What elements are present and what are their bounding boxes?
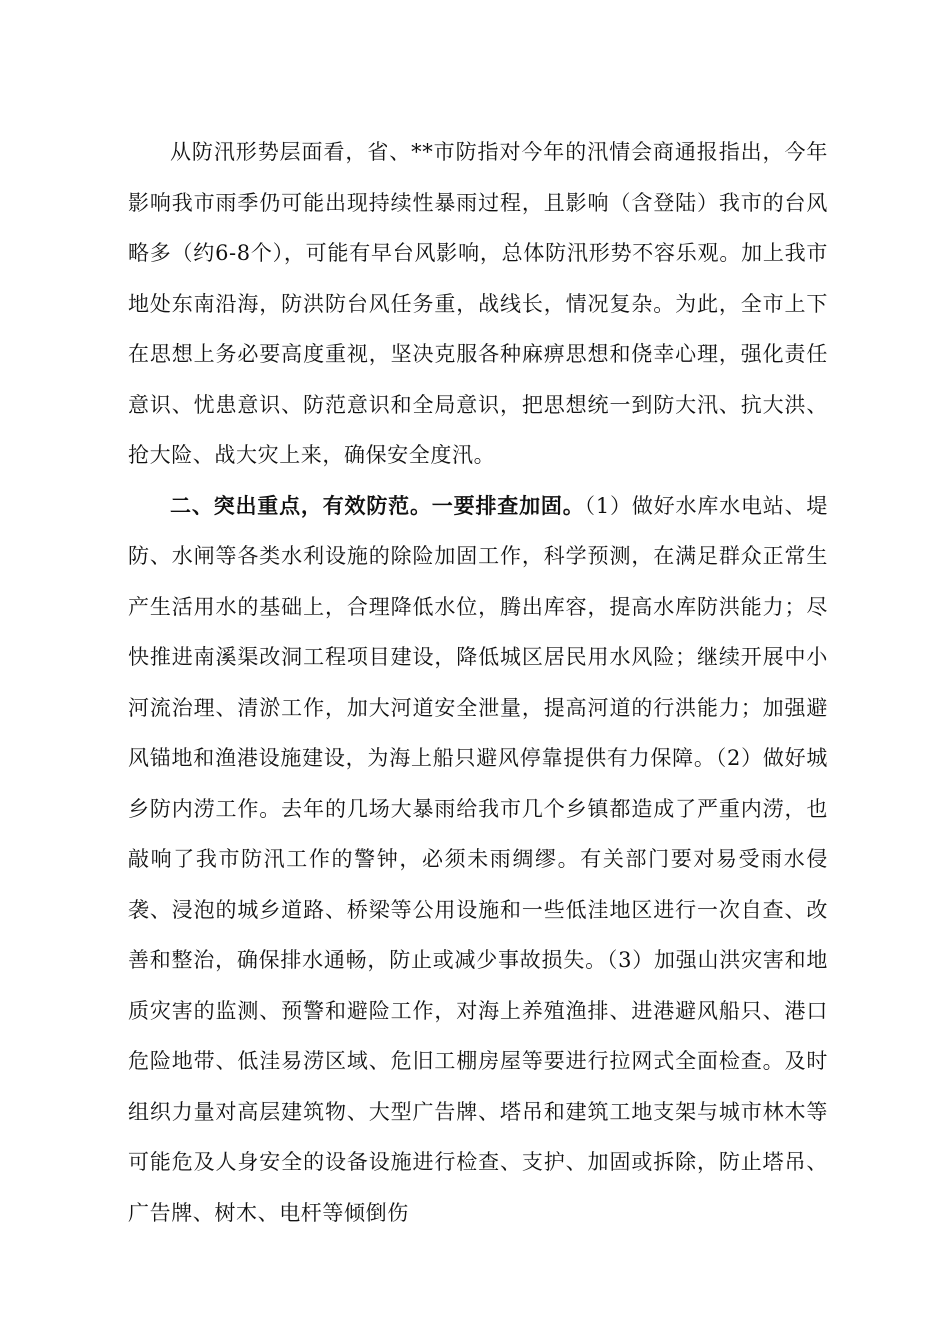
- paragraph-text: （1）做好水库水电站、堤防、水闸等各类水利设施的除险加固工作，科学预测，在满足群众正常生产生活用水的基础上，合理降低水位，腾出库容，提高水库防洪能力；尽快推进南溪渠改洞工程项目建设，降低城区居民用水风险；继续开展中小河流治理、清淤工作，加大河道安全泄量，提高河道的行洪能力；加强避风锚地和渔港设施建设，为海上船只避风停靠提供有力保障。（2）做好城乡防内涝工作。去年的几场大暴雨给我市几个乡镇都造成了严重内涝，也敲响了我市防汛工作的警钟，必须未雨绸缪。有关部门要对易受雨水侵袭、浸泡的城乡道路、桥梁等公用设施和一些低洼地区进行一次自查、改善和整治，确保排水通畅，防止或减少事故损失。（3）加强山洪灾害和地质灾害的监测、预警和避险工作，对海上养殖渔排、进港避风船只、港口危险地带、低洼易涝区域、危旧工棚房屋等要进行拉网式全面检查。及时组织力量对高层建筑物、大型广告牌、塔吊和建筑工地支架与城市林木等可能危及人身安全的设备设施进行检查、支护、加固或拆除，防止塔吊、广告牌、树木、电杆等倾倒伤: [128, 493, 829, 1225]
- paragraph-key-prevention: [128, 481, 828, 1239]
- paragraph-flood-situation: [128, 127, 828, 481]
- section-heading-bold: 二、突出重点，有效防范。一要排查加固。: [170, 492, 585, 518]
- paragraph-text: 从防汛形势层面看，省、**市防指对今年的汛情会商通报指出，今年影响我市雨季仍可能出现持续性暴雨过程，且影响（含登陆）我市的台风略多（约6-8个），可能有早台风影响，总体防汛形势不容乐观。加上我市地处东南沿海，防洪防台风任务重，战线长，情况复杂。为此，全市上下在思想上务必要高度重视，坚决克服各种麻痹思想和侥幸心理，强化责任意识、忧患意识、防范意识和全局意识，把思想统一到防大汛、抗大洪、抢大险、战大灾上来，确保安全度汛。: [128, 140, 828, 467]
- document-body: [128, 127, 828, 1238]
